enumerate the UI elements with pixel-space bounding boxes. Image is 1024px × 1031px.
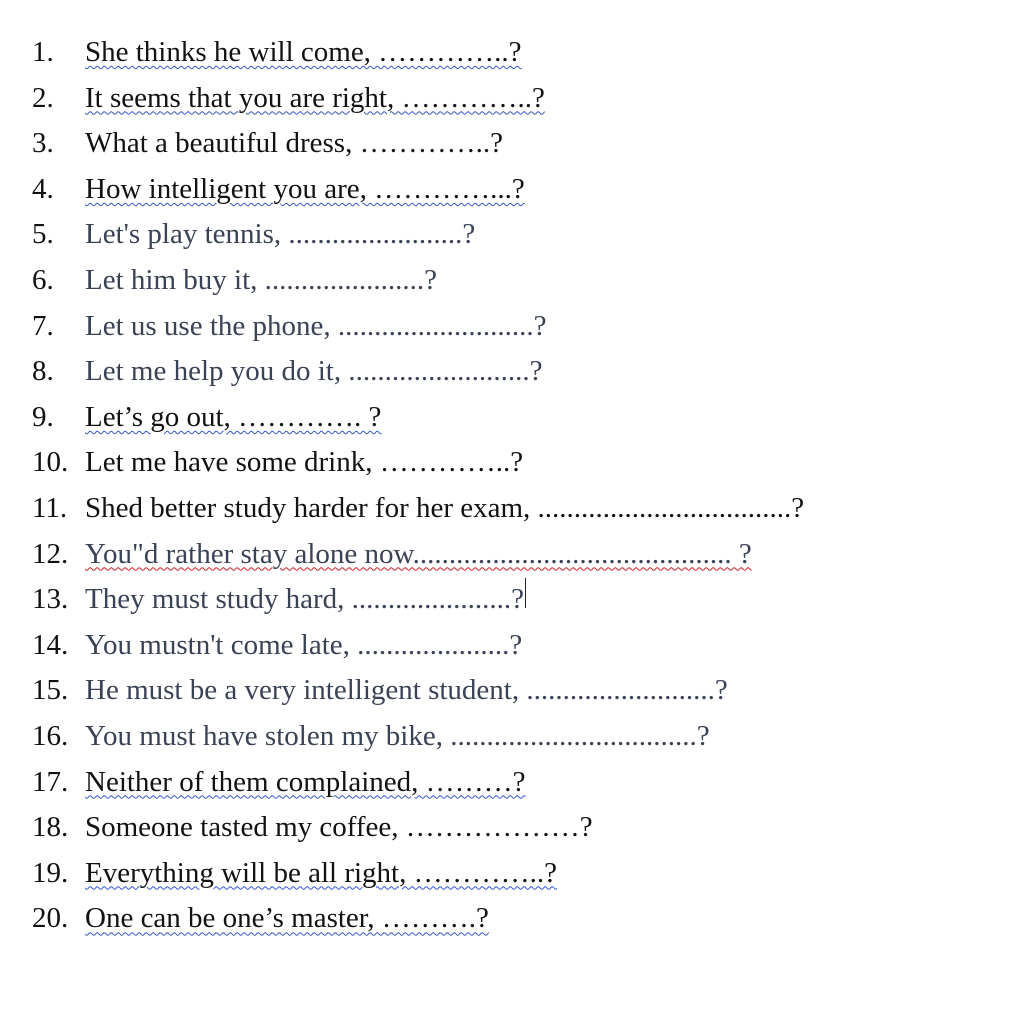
question-text[interactable]: Let me help you do it, .........................? <box>85 355 543 388</box>
question-text[interactable]: Someone tasted my coffee, ………………? <box>85 811 593 844</box>
question-number: 19. <box>32 856 69 889</box>
question-text[interactable]: She thinks he will come, …………..? <box>85 36 522 68</box>
question-item <box>32 577 1002 623</box>
question-number: 12. <box>32 537 69 570</box>
question-text[interactable]: He must be a very intelligent student, ..........................? <box>85 674 728 707</box>
question-item <box>32 805 1002 851</box>
question-text[interactable]: You"d rather stay alone now............................................ ? <box>85 537 752 570</box>
question-text[interactable]: Let's play tennis, ........................? <box>85 218 476 251</box>
question-item <box>32 851 1002 897</box>
question-number: 10. <box>32 446 69 479</box>
question-item <box>32 714 1002 760</box>
question-number: 9. <box>32 400 54 433</box>
question-item <box>32 30 1002 76</box>
question-item <box>32 896 1002 942</box>
question-text[interactable]: Let him buy it, ......................? <box>85 263 437 296</box>
question-text[interactable]: Let us use the phone, ...........................? <box>85 309 547 342</box>
question-text[interactable]: Let’s go out, …………. ? <box>85 400 382 433</box>
question-text[interactable]: One can be one’s master, ……….? <box>85 902 489 935</box>
question-number: 20. <box>32 902 69 935</box>
question-number: 17. <box>32 765 69 798</box>
question-text[interactable]: Let me have some drink, …………..? <box>85 446 524 479</box>
question-text[interactable]: They must study hard, ......................? <box>85 583 524 616</box>
question-text[interactable]: You must have stolen my bike, ..................................? <box>85 719 710 752</box>
question-text[interactable]: You mustn't come late, .....................? <box>85 628 523 661</box>
question-item <box>32 532 1002 578</box>
question-item <box>32 349 1002 395</box>
question-item <box>32 212 1002 258</box>
question-number: 13. <box>32 583 69 616</box>
question-number: 18. <box>32 811 69 844</box>
question-number: 14. <box>32 628 69 661</box>
question-item <box>32 440 1002 486</box>
question-item <box>32 304 1002 350</box>
question-number: 4. <box>32 172 54 205</box>
question-text[interactable]: What a beautiful dress, …………..? <box>85 127 503 160</box>
question-item <box>32 486 1002 532</box>
question-number: 2. <box>32 81 54 114</box>
question-number: 8. <box>32 355 54 388</box>
question-item <box>32 76 1002 122</box>
question-number: 5. <box>32 218 54 251</box>
question-number: 7. <box>32 309 54 342</box>
question-text[interactable]: Shed better study harder for her exam, ...................................? <box>85 491 805 524</box>
question-text[interactable]: Neither of them complained, ………? <box>85 765 526 798</box>
question-text[interactable]: It seems that you are right, …………..? <box>85 81 545 114</box>
question-item <box>32 395 1002 441</box>
question-number: 11. <box>32 491 68 524</box>
question-text[interactable]: How intelligent you are, …………...? <box>85 172 525 205</box>
question-number: 15. <box>32 674 69 707</box>
question-item <box>32 623 1002 669</box>
question-item <box>32 760 1002 806</box>
question-number: 3. <box>32 127 54 160</box>
question-item <box>32 258 1002 304</box>
question-number: 1. <box>32 36 54 68</box>
question-item <box>32 121 1002 167</box>
question-number: 6. <box>32 263 54 296</box>
question-item <box>32 167 1002 213</box>
question-item <box>32 668 1002 714</box>
question-number: 16. <box>32 719 69 752</box>
question-text[interactable]: Everything will be all right, …………..? <box>85 856 557 889</box>
text-cursor <box>525 578 526 608</box>
question-list <box>32 30 1002 942</box>
